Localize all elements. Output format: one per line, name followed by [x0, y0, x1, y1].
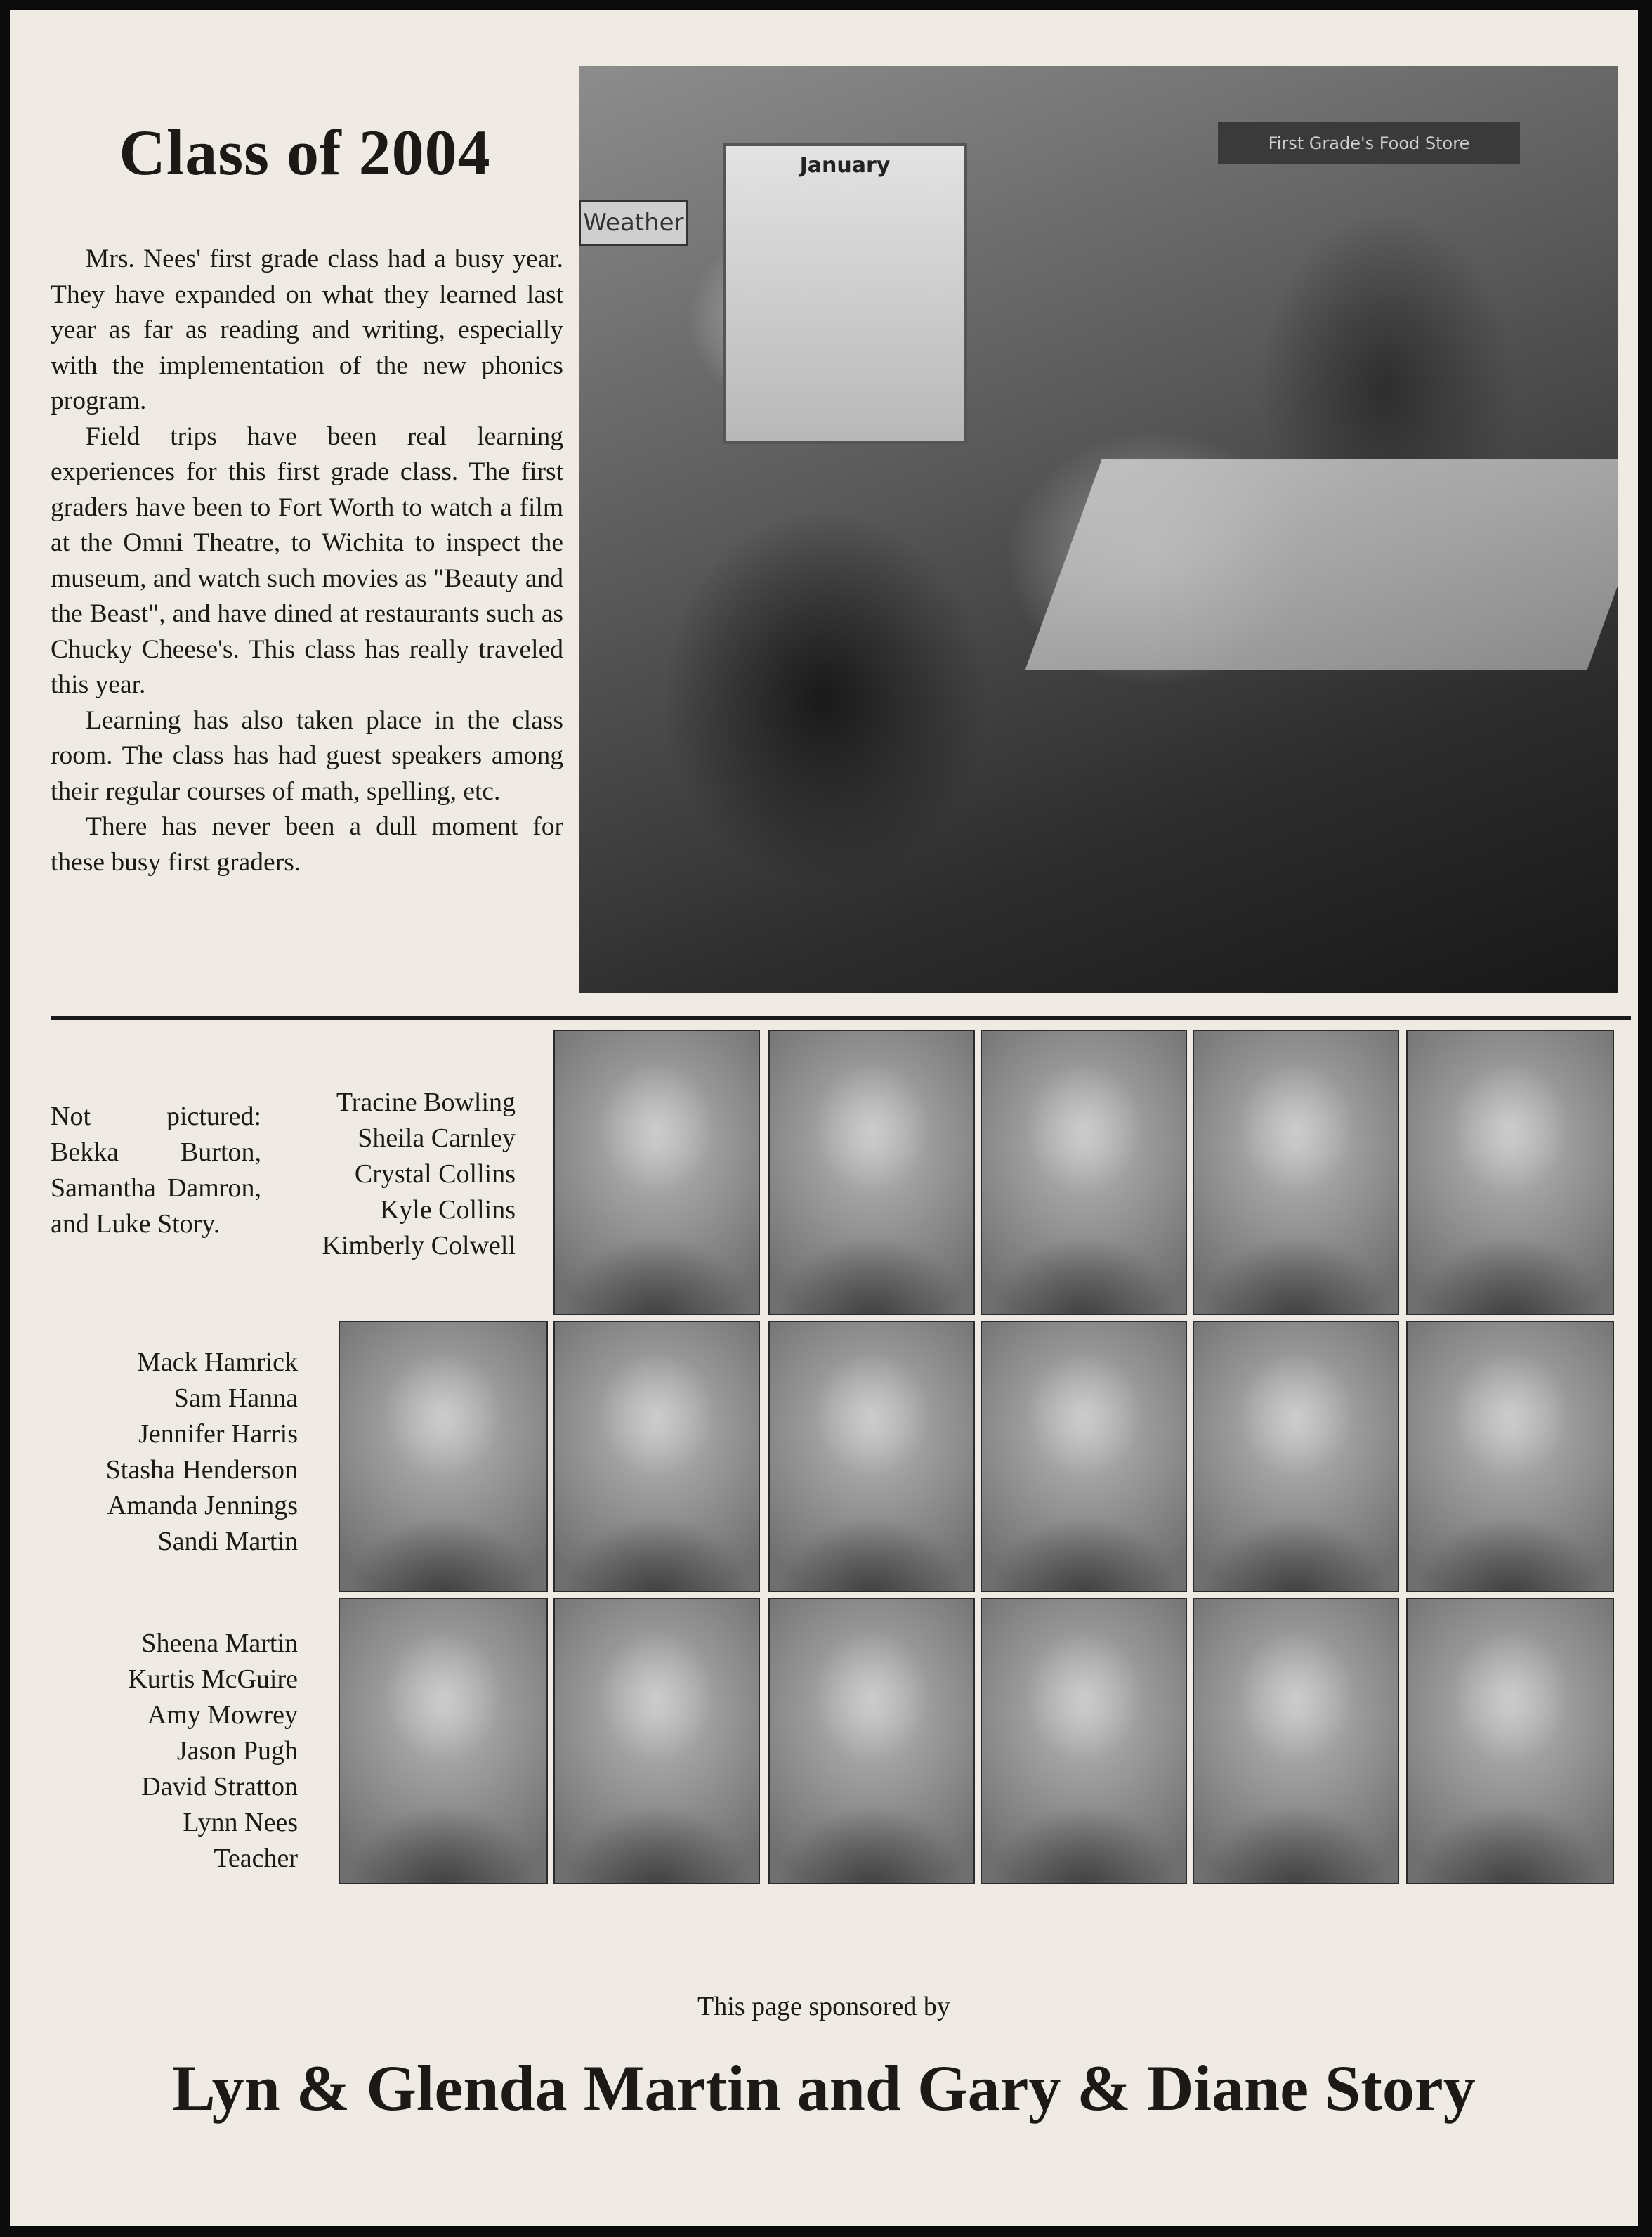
student-name: Kimberly Colwell [322, 1231, 516, 1260]
student-name: Amanda Jennings [107, 1491, 298, 1520]
teacher-name: Lynn Nees [183, 1808, 298, 1837]
story-paragraph: Mrs. Nees' first grade class had a busy year. They have expanded on what they learned last year as far as reading and writing, especially with the implementation of the new phonics program. [51, 244, 563, 415]
story-paragraph: Learning has also taken place in the class room. The class has had guest speakers among their regular courses of math, spelling, etc. [51, 705, 563, 806]
student-portrait [770, 1599, 973, 1883]
sponsor-names: Lyn & Glenda Martin and Gary & Diane Story [172, 2052, 1476, 2124]
not-pictured-note: Not pictured: Bekka Burton, Samantha Damron, and Luke Story. [51, 1102, 261, 1239]
page-title: Class of 2004 [119, 117, 491, 188]
student-name: Sheena Martin [141, 1629, 298, 1658]
story-paragraph: Field trips have been real learning experiences for this first grade class. The first graders have been to Fort Worth to watch a film at the Omni Theatre, to Wichita to inspect the museum, and watch such movies as "Beauty and the Beast", and have dined at restaurants such as Chucky Cheese's. This class has really traveled this year. [51, 422, 563, 699]
section-divider [51, 1016, 1631, 1020]
row-2-names [38, 1345, 298, 1560]
student-name: Sam Hanna [173, 1383, 298, 1413]
student-name: Crystal Collins [354, 1159, 516, 1189]
student-portrait [770, 1031, 973, 1314]
student-portrait [340, 1599, 546, 1883]
student-portrait [555, 1322, 759, 1591]
row-3-names [38, 1626, 298, 1877]
student-name: Sandi Martin [157, 1527, 298, 1556]
student-portrait [555, 1599, 759, 1883]
student-name: Tracine Bowling [336, 1088, 516, 1117]
student-portrait [340, 1322, 546, 1591]
student-name: Sheila Carnley [358, 1123, 516, 1153]
weather-sign: Weather [579, 200, 688, 246]
story-paragraph: There has never been a dull moment for these busy first graders. [51, 812, 563, 877]
student-portrait [1194, 1031, 1398, 1314]
sponsor-line: This page sponsored by [697, 1992, 950, 2021]
student-name: David Stratton [141, 1772, 298, 1801]
student-name: Kurtis McGuire [128, 1664, 298, 1694]
student-name: Mack Hamrick [137, 1348, 298, 1377]
story-text [51, 242, 563, 880]
classroom-photo [579, 66, 1618, 993]
student-portrait [1194, 1322, 1398, 1591]
student-portrait [1194, 1599, 1398, 1883]
student-portrait [982, 1599, 1186, 1883]
row-1-names [277, 1085, 516, 1264]
student-name: Jennifer Harris [138, 1419, 298, 1449]
calendar-board [723, 143, 967, 444]
student-name: Amy Mowrey [147, 1700, 298, 1730]
student-name: Stasha Henderson [105, 1455, 298, 1485]
student-portrait [1408, 1031, 1613, 1314]
student-name: Kyle Collins [379, 1195, 516, 1225]
teacher-title: Teacher [214, 1844, 298, 1873]
student-portrait [982, 1031, 1186, 1314]
calendar-label: January [799, 153, 891, 178]
teacher-portrait [1408, 1599, 1613, 1883]
classroom-table [1025, 459, 1618, 670]
food-store-sign: First Grade's Food Store [1218, 122, 1520, 164]
yearbook-page [10, 10, 1638, 2226]
student-portrait [1408, 1322, 1613, 1591]
student-name: Jason Pugh [176, 1736, 298, 1766]
student-portrait [555, 1031, 759, 1314]
student-portrait [982, 1322, 1186, 1591]
student-portrait [770, 1322, 973, 1591]
